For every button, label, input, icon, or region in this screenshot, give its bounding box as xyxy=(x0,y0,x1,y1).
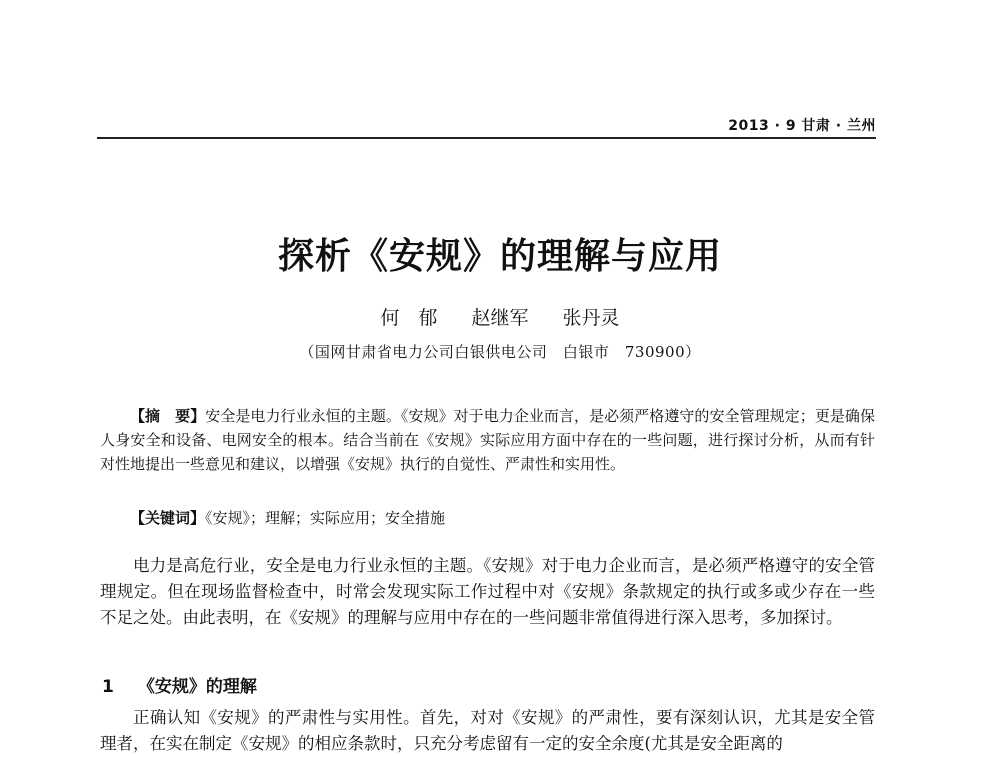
author-name: 赵继军 xyxy=(471,307,529,329)
intro-section xyxy=(100,553,875,631)
abstract xyxy=(100,404,875,476)
header-rule xyxy=(97,137,876,139)
journal-date-location: 2013 · 9 甘肃 · 兰州 xyxy=(728,118,876,134)
keywords xyxy=(130,507,445,528)
author-name: 何 郁 xyxy=(380,307,438,329)
section-title: 《安规》的理解 xyxy=(137,677,257,697)
keywords-label: 【关键词】 xyxy=(130,509,206,527)
abstract-text: 安全是电力行业永恒的主题。《安规》对于电力企业而言，是必须严格遵守的安全管理规定；更是确保人身安全和设备、电网安全的根本。结合当前在《安规》实际应用方面中存在的一些问题，进行探讨分析，从而有针对性地提出一些意见和建议，以增强《安规》执行的自觉性、严肃性和实用性。 xyxy=(100,407,875,473)
section-body xyxy=(100,705,875,757)
paper-title: 探析《安规》的理解与应用 xyxy=(277,235,722,277)
author-list xyxy=(0,303,1000,330)
author-name: 张丹灵 xyxy=(562,307,620,329)
author-affiliation: （国网甘肃省电力公司白银供电公司 白银市 730900） xyxy=(299,343,701,361)
section-paragraph: 正确认知《安规》的严肃性与实用性。首先，对对《安规》的严肃性，要有深刻认识，尤其是安全管理者，在实在制定《安规》的相应条款时，只充分考虑留有一定的安全余度(尤其是安全距离的 xyxy=(100,708,875,753)
section-heading xyxy=(102,672,257,697)
abstract-label: 【摘 要】 xyxy=(130,407,206,425)
section-number: 1 xyxy=(102,677,114,697)
intro-paragraph: 电力是高危行业，安全是电力行业永恒的主题。《安规》对于电力企业而言，是必须严格遵守的安全管理规定。但在现场监督检查中，时常会发现实际工作过程中对《安规》条款规定的执行或多或少存在一些不足之处。由此表明，在《安规》的理解与应用中存在的一些问题非常值得进行深入思考，多加探讨。 xyxy=(100,556,875,627)
keywords-text: 《安规》；理解；实际应用；安全措施 xyxy=(205,509,446,527)
